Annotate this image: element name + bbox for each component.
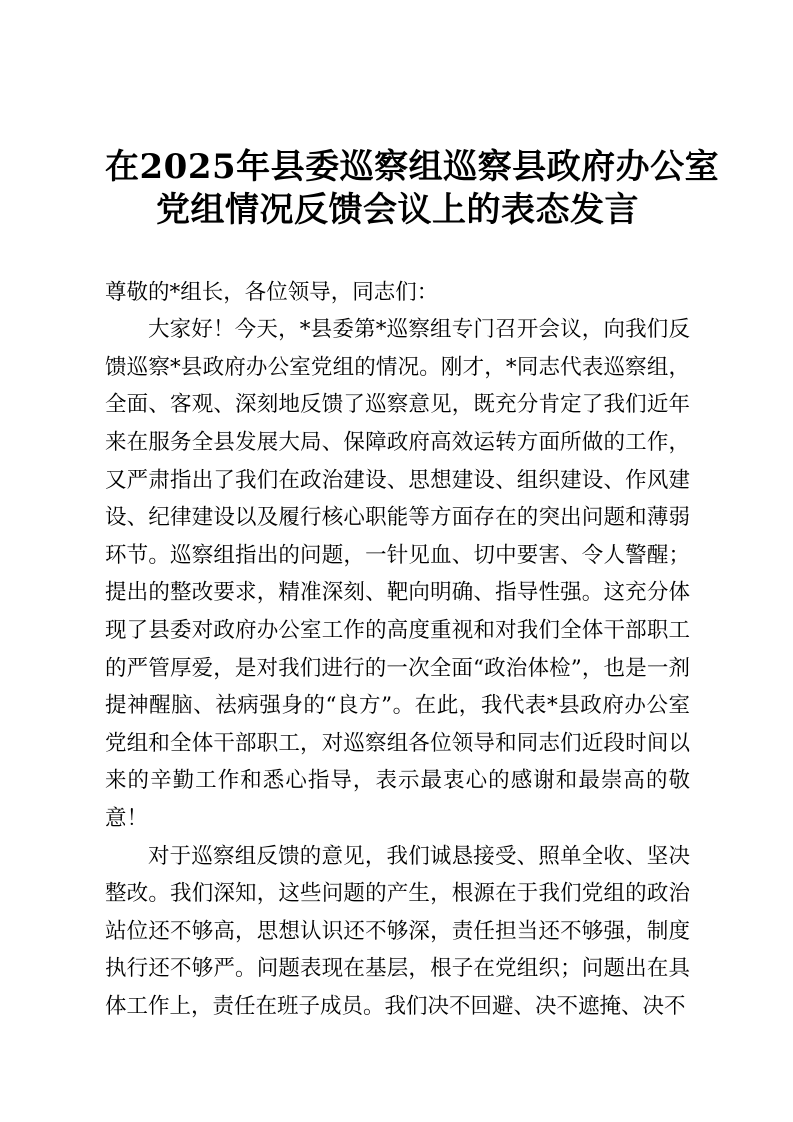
body-paragraph: 对于巡察组反馈的意见，我们诚恳接受、照单全收、坚决整改。我们深知，这些问题的产生，根源在于我们党组的政治站位还不够高，思想认识还不够深，责任担当还不够强，制度执行还不够严。问题表现在基层，根子在党组织；问题出在具体工作上，责任在班子成员。我们决不回避、决不遮掩、决不 <box>105 843 690 1019</box>
document-title-line-2: 党组情况反馈会议上的表态发言 <box>156 189 639 230</box>
document-body <box>105 274 690 1026</box>
salutation-paragraph: 尊敬的*组长，各位领导，同志们： <box>105 279 439 305</box>
document-title-line-1: 在2025年县委巡察组巡察县政府办公室 <box>105 147 720 187</box>
document-title <box>105 146 720 232</box>
body-paragraph: 大家好！今天，*县委第*巡察组专门召开会议，向我们反馈巡察*县政府办公室党组的情况。刚才，*同志代表巡察组，全面、客观、深刻地反馈了巡察意见，既充分肯定了我们近年来在服务全县发展大局、保障政府高效运转方面所做的工作，又严肃指出了我们在政治建设、思想建设、组织建设、作风建设、纪律建设以及履行核心职能等方面存在的突出问题和薄弱环节。巡察组指出的问题，一针见血、切中要害、令人警醒；提出的整改要求，精准深刻、靶向明确、指导性强。这充分体现了县委对政府办公室工作的高度重视和对我们全体干部职工的严管厚爱，是对我们进行的一次全面“政治体检”，也是一剂提神醒脑、祛病强身的“良方”。在此，我代表*县政府办公室党组和全体干部职工，对巡察组各位领导和同志们近段时间以来的辛勤工作和悉心指导，表示最衷心的感谢和最崇高的敬意！ <box>105 317 690 831</box>
